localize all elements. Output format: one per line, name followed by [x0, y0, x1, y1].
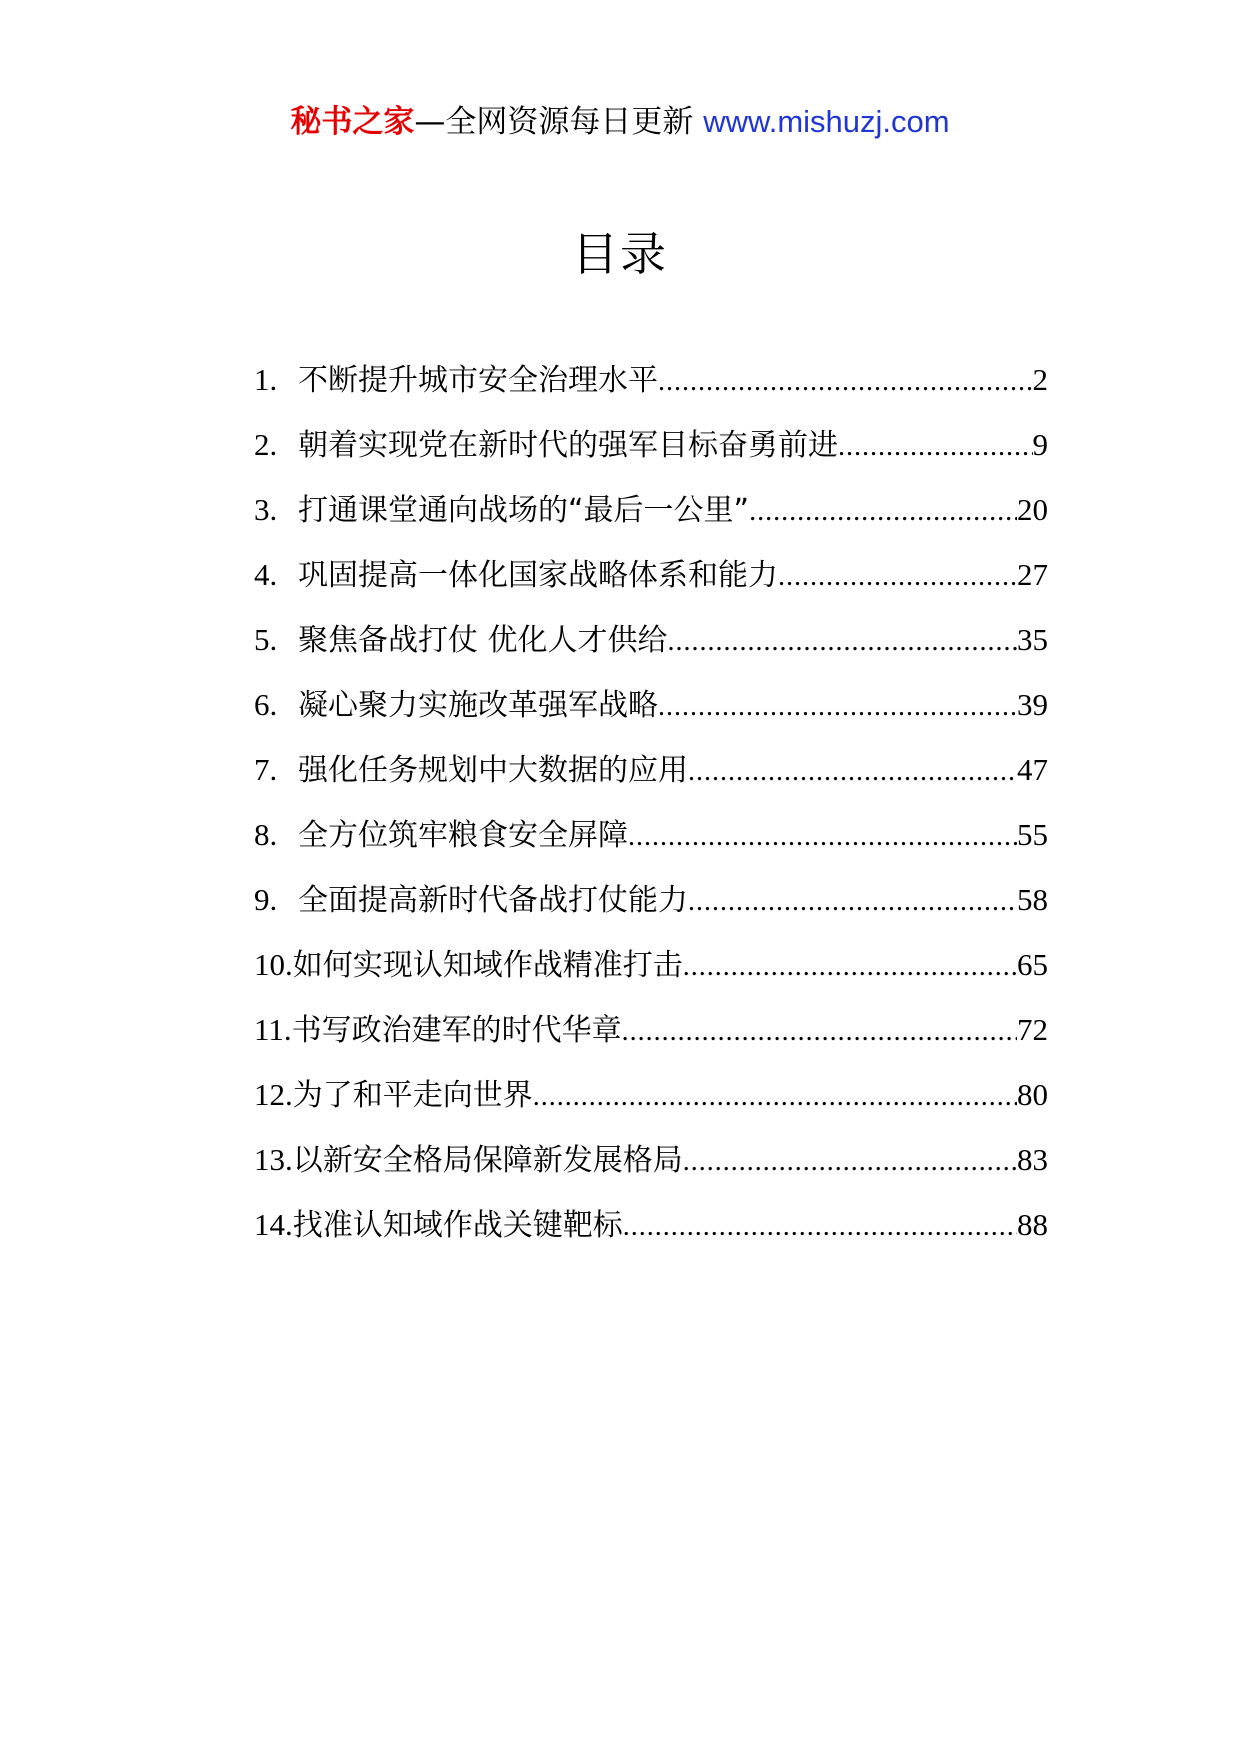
- toc-item[interactable]: [254, 553, 1048, 618]
- toc-item-page: 55: [1017, 817, 1048, 852]
- toc-item-title: 朝着实现党在新时代的强军目标奋勇前进: [298, 428, 838, 463]
- toc-dot-leader: [683, 1140, 1017, 1184]
- toc-item[interactable]: [254, 748, 1048, 813]
- toc-item[interactable]: [254, 1073, 1048, 1138]
- toc-item-page: 2: [1032, 362, 1048, 397]
- toc-dot-leader: [838, 425, 1033, 469]
- toc-item-page: 9: [1032, 427, 1048, 462]
- toc-item-page: 72: [1017, 1012, 1048, 1047]
- toc-item-title: 打通课堂通向战场的“最后一公里”: [298, 493, 750, 528]
- toc-dot-leader: [622, 1010, 1017, 1054]
- toc-item-number: 11.: [254, 1012, 292, 1047]
- toc-item-title: 凝心聚力实施改革强军战略: [298, 688, 658, 723]
- toc-dot-leader: [683, 945, 1017, 989]
- brand-name: 秘书之家: [290, 104, 415, 140]
- toc-dot-leader: [749, 490, 1017, 534]
- toc-dot-leader: [658, 360, 1033, 404]
- site-header: [0, 100, 1240, 144]
- toc-dot-leader: [658, 685, 1017, 729]
- toc-dot-leader: [533, 1075, 1017, 1119]
- toc-item-page: 88: [1017, 1207, 1048, 1242]
- toc-item-number: 12.: [254, 1077, 293, 1112]
- toc-item-number: 14.: [254, 1207, 293, 1242]
- toc-item-number: 3.: [254, 492, 278, 527]
- toc-item-number: 6.: [254, 687, 278, 722]
- toc-item[interactable]: [254, 1138, 1048, 1203]
- toc-item-title: 强化任务规划中大数据的应用: [298, 753, 688, 788]
- toc-item-page: 39: [1017, 687, 1048, 722]
- toc-item-title: 全面提高新时代备战打仗能力: [298, 883, 688, 918]
- toc-item-number: 10.: [254, 947, 293, 982]
- toc-item-number: 8.: [254, 817, 278, 852]
- toc-item[interactable]: [254, 423, 1048, 488]
- toc-dot-leader: [688, 750, 1017, 794]
- toc-item-title: 为了和平走向世界: [292, 1078, 533, 1113]
- toc-item-number: 1.: [254, 362, 278, 397]
- toc-dot-leader: [668, 620, 1017, 664]
- toc-item-number: 4.: [254, 557, 278, 592]
- toc-item-number: 13.: [254, 1142, 293, 1177]
- toc-item-title: 书写政治建军的时代华章: [291, 1013, 622, 1048]
- toc-dot-leader: [628, 815, 1017, 859]
- toc-item[interactable]: [254, 943, 1048, 1008]
- page-title: 目录: [572, 227, 668, 281]
- toc-dot-leader: [623, 1205, 1017, 1249]
- toc-item-number: 5.: [254, 622, 278, 657]
- toc-item[interactable]: [254, 618, 1048, 683]
- toc-item[interactable]: [254, 813, 1048, 878]
- toc-item-number: 2.: [254, 427, 278, 462]
- toc-item[interactable]: [254, 358, 1048, 423]
- toc-dot-leader: [688, 880, 1017, 924]
- header-slogan: —全网资源每日更新: [414, 104, 704, 140]
- toc-item-title: 不断提升城市安全治理水平: [298, 363, 658, 398]
- toc-item[interactable]: [254, 1203, 1048, 1268]
- toc-item-title: 巩固提高一体化国家战略体系和能力: [298, 558, 778, 593]
- toc-item-number: 7.: [254, 752, 278, 787]
- toc-item-page: 65: [1017, 947, 1048, 982]
- toc-item-page: 20: [1017, 492, 1048, 527]
- toc-item-title: 聚焦备战打仗 优化人才供给: [298, 623, 668, 658]
- toc-item[interactable]: [254, 488, 1048, 553]
- toc-item-title: 如何实现认知域作战精准打击: [292, 948, 683, 983]
- toc-item-page: 35: [1017, 622, 1048, 657]
- toc-item-page: 47: [1017, 752, 1048, 787]
- toc-item-title: 找准认知域作战关键靶标: [292, 1208, 623, 1243]
- toc-item-page: 83: [1017, 1142, 1048, 1177]
- toc-item-page: 27: [1017, 557, 1048, 592]
- toc-item[interactable]: [254, 878, 1048, 943]
- toc-item-title: 以新安全格局保障新发展格局: [292, 1143, 683, 1178]
- table-of-contents: [254, 358, 1048, 1268]
- toc-item-number: 9.: [254, 882, 278, 917]
- toc-item[interactable]: [254, 683, 1048, 748]
- toc-dot-leader: [778, 555, 1017, 599]
- toc-item-title: 全方位筑牢粮食安全屏障: [298, 818, 628, 853]
- site-url-link[interactable]: www.mishuzj.com: [703, 104, 950, 139]
- toc-item-page: 80: [1017, 1077, 1048, 1112]
- toc-item-page: 58: [1017, 882, 1048, 917]
- toc-item[interactable]: [254, 1008, 1048, 1073]
